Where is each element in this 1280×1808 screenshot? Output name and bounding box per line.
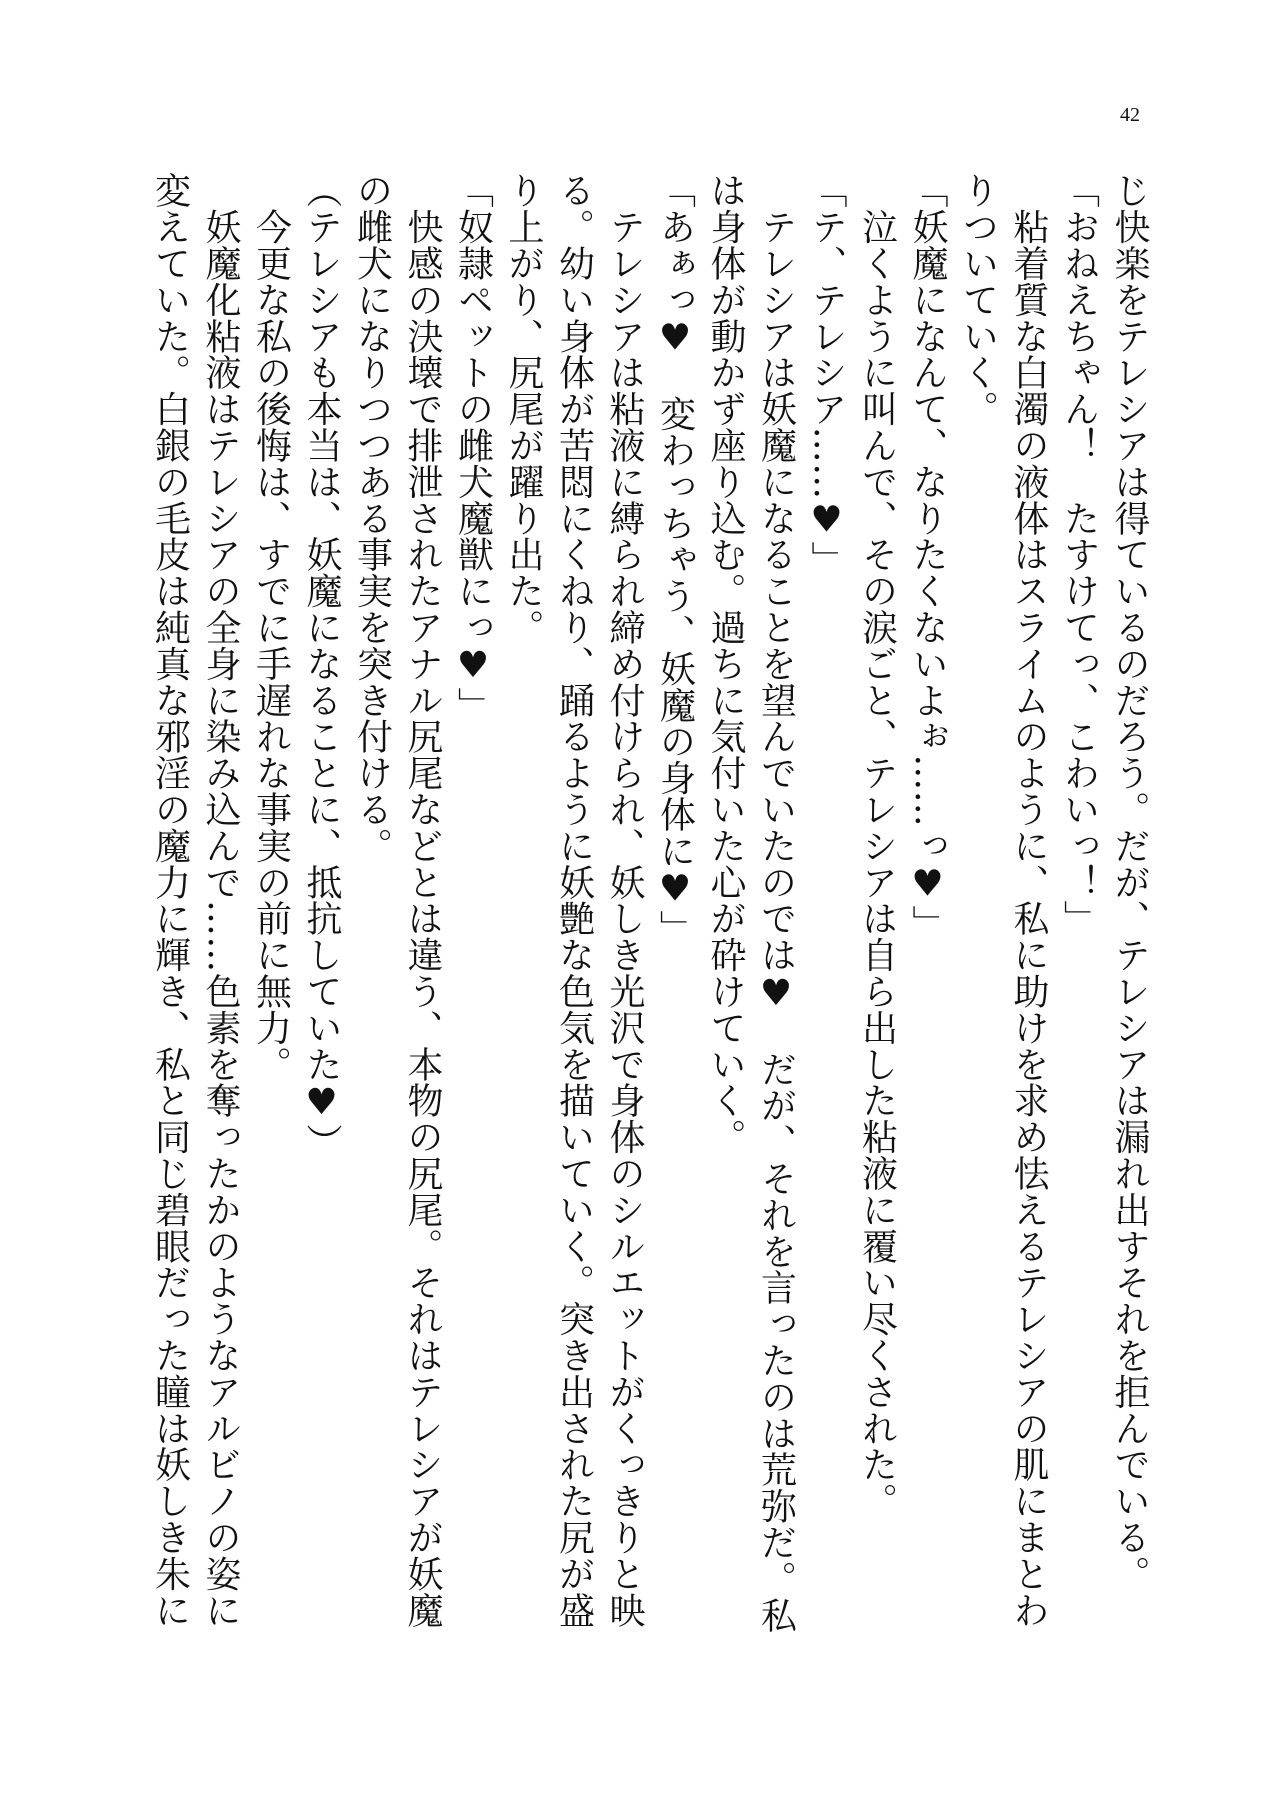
- text-line: る。幼い身体が苦悶にくねり、踊るように妖艶な色気を描いていく。突き出された尻が盛: [553, 172, 595, 1628]
- text-line: 快感の決壊で排泄されたアナル尻尾などとは違う、本物の尻尾。それはテレシアが妖魔: [402, 172, 443, 1628]
- text-line: りついていく。: [957, 172, 999, 427]
- text-line: り上がり、尻尾が躍り出た。: [503, 172, 544, 646]
- text-line: 「あぁっ♥ 変わっちゃう、妖魔の身体に♥」: [654, 172, 696, 947]
- text-line: じ快楽をテレシアは得ているのだろう。だが、テレシアは漏れ出すそれを拒んでいる。: [1109, 172, 1150, 1592]
- page-number: 42: [1120, 104, 1140, 126]
- text-line: （テレシアも本当は、妖魔になることに、抵抗していた♥）: [301, 172, 342, 1160]
- body-text: [144, 172, 1154, 1642]
- text-line: は身体が動かず座り込む。過ちに気付いた心が砕けていく。: [705, 172, 746, 1155]
- text-line: 今更な私の後悔は、すでに手遅れな事実の前に無力。: [250, 172, 292, 1082]
- text-line: 泣くように叫んで、その涙ごと、テレシアは自ら出した粘液に覆い尽くされた。: [856, 172, 898, 1519]
- text-line: 粘着質な白濁の液体はスライムのように、私に助けを求め怯えるテレシアの肌にまとわ: [1008, 172, 1049, 1628]
- text-line: 「おねえちゃん！ たすけてっ、こわいっ！」: [1058, 172, 1100, 937]
- text-line: テレシアは妖魔になることを望んでいたのでは♥ だが、それを言ったのは荒弥だ。私: [755, 172, 797, 1633]
- text-line: 「奴隷ペットの雌犬魔獣にっ♥」: [452, 172, 494, 723]
- text-line: 変えていた。白銀の毛皮は純真な邪淫の魔力に輝き、私と同じ碧眼だった瞳は妖しき朱に: [149, 172, 191, 1628]
- text-line: 「妖魔になんて、なりたくないよぉ……っ♥」: [907, 172, 948, 942]
- text-line: テレシアは粘液に縛られ締め付けられ、妖しき光沢で身体のシルエットがくっきりと映: [604, 172, 645, 1628]
- text-line: の雌犬になりつつある事実を突き付ける。: [351, 172, 393, 864]
- text-line: 「テ、テレシア……♥」: [806, 172, 847, 578]
- text-line: 妖魔化粘液はテレシアの全身に染み込んで……色素を奪ったかのようなアルビノの姿に: [200, 172, 241, 1628]
